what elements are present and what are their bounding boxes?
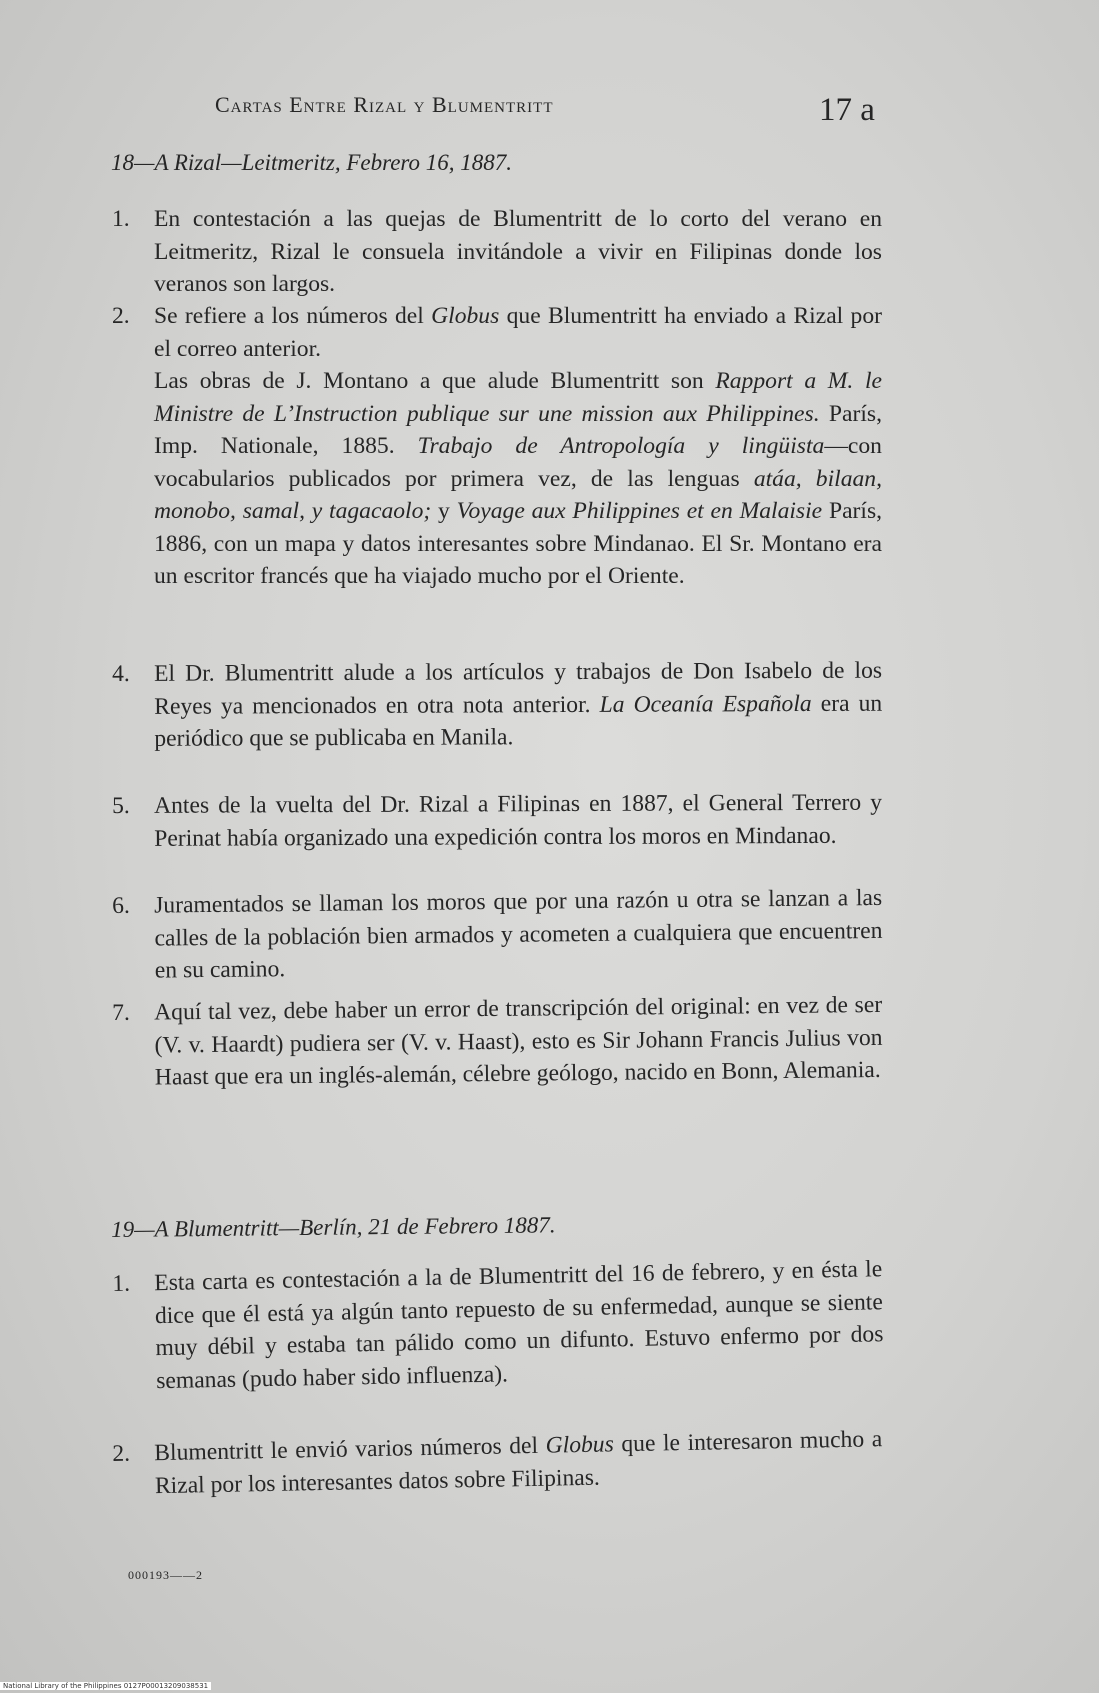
note-text: Esta carta es contestación a la de Blumentritt del 16 de febrero, y en ésta le dice que él está ya algún tanto repuesto de su enfermedad, aunque se siente muy débil y estaba tan pálido como un difunto. Estuvo enfermo por dos semanas (pudo haber sido influenza). (154, 1256, 884, 1394)
note-19-2 (112, 1423, 883, 1503)
note-18-4 (112, 655, 882, 756)
note-19-1 (112, 1253, 884, 1398)
section-heading-18: 18—A Rizal—Leitmeritz, Febrero 16, 1887. (111, 150, 513, 175)
section-heading-19: 19—A Blumentritt—Berlín, 21 de Febrero 1887. (111, 1212, 556, 1242)
page-number: 17 a (819, 92, 875, 128)
note-18-1 (112, 203, 882, 301)
note-text: En contestación a las quejas de Blumentritt de lo corto del verano en Leitmeritz, Rizal le consuela invitándole a vivir en Filipinas donde los veranos son largos. (154, 206, 882, 297)
note-18-5 (112, 787, 882, 855)
note-number: 2. (112, 1440, 131, 1467)
note-18-2-continuation: Las obras de J. Montano a que alude Blumentritt son Rapport a M. le Ministre de L’Instruction publique sur une mission aux Philippines. París, Imp. Nationale, 1885. Trabajo de Antropología y lingüista—con vocabularios publicados por primera vez, de las lenguas atáa, bilaan, monobo, samal, y tagacaolo; y Voyage aux Philippines et en Malaisie París, 1886, con un mapa y datos interesantes sobre Mindanao. El Sr. Montano era un escritor francés que ha viajado mucho por el Oriente. (154, 368, 883, 589)
note-text: Juramentados se llaman los moros que por una razón u otra se lanzan a las calles de la población bien armados y acometen a cualquiera que encuentren en su camino. (154, 884, 883, 984)
print-code: 000193——2 (128, 1568, 203, 1582)
note-number: 1. (112, 206, 130, 232)
note-number: 4. (112, 660, 130, 687)
note-number: 2. (112, 303, 130, 329)
note-text: Blumentritt le envió varios números del Globus que le interesaron mucho a Rizal por los interesantes datos sobre Filipinas. (154, 1426, 883, 1499)
note-text: Antes de la vuelta del Dr. Rizal a Filipinas en 1887, el General Terrero y Perinat había organizado una expedición contra los moros en Mindanao. (154, 789, 883, 852)
note-number: 5. (112, 792, 130, 819)
note-18-2 (112, 300, 882, 365)
running-header: Cartas Entre Rizal y Blumentritt (215, 92, 554, 117)
library-tag: National Library of the Philippines 0127P00013209038531 (0, 1682, 211, 1690)
note-18-6 (112, 882, 883, 988)
note-text: Se refiere a los números del Globus que Blumentritt ha enviado a Rizal por el correo anterior. (154, 303, 883, 362)
note-text: El Dr. Blumentritt alude a los artículos y trabajos de Don Isabelo de los Reyes ya mencionados en otra nota anterior. La Oceanía Española era un periódico que se publicaba en Manila. (154, 657, 883, 752)
note-number: 7. (112, 999, 131, 1026)
note-18-7 (112, 989, 883, 1095)
note-number: 6. (112, 892, 131, 919)
note-text: Aquí tal vez, debe haber un error de transcripción del original: en vez de ser (V. v. Haardt) pudiera ser (V. v. Haast), esto es Sir Johann Francis Julius von Haast que era un inglés-alemán, célebre geólogo, nacido en Bonn, Alemania. (154, 991, 883, 1091)
note-number: 1. (112, 1270, 131, 1297)
